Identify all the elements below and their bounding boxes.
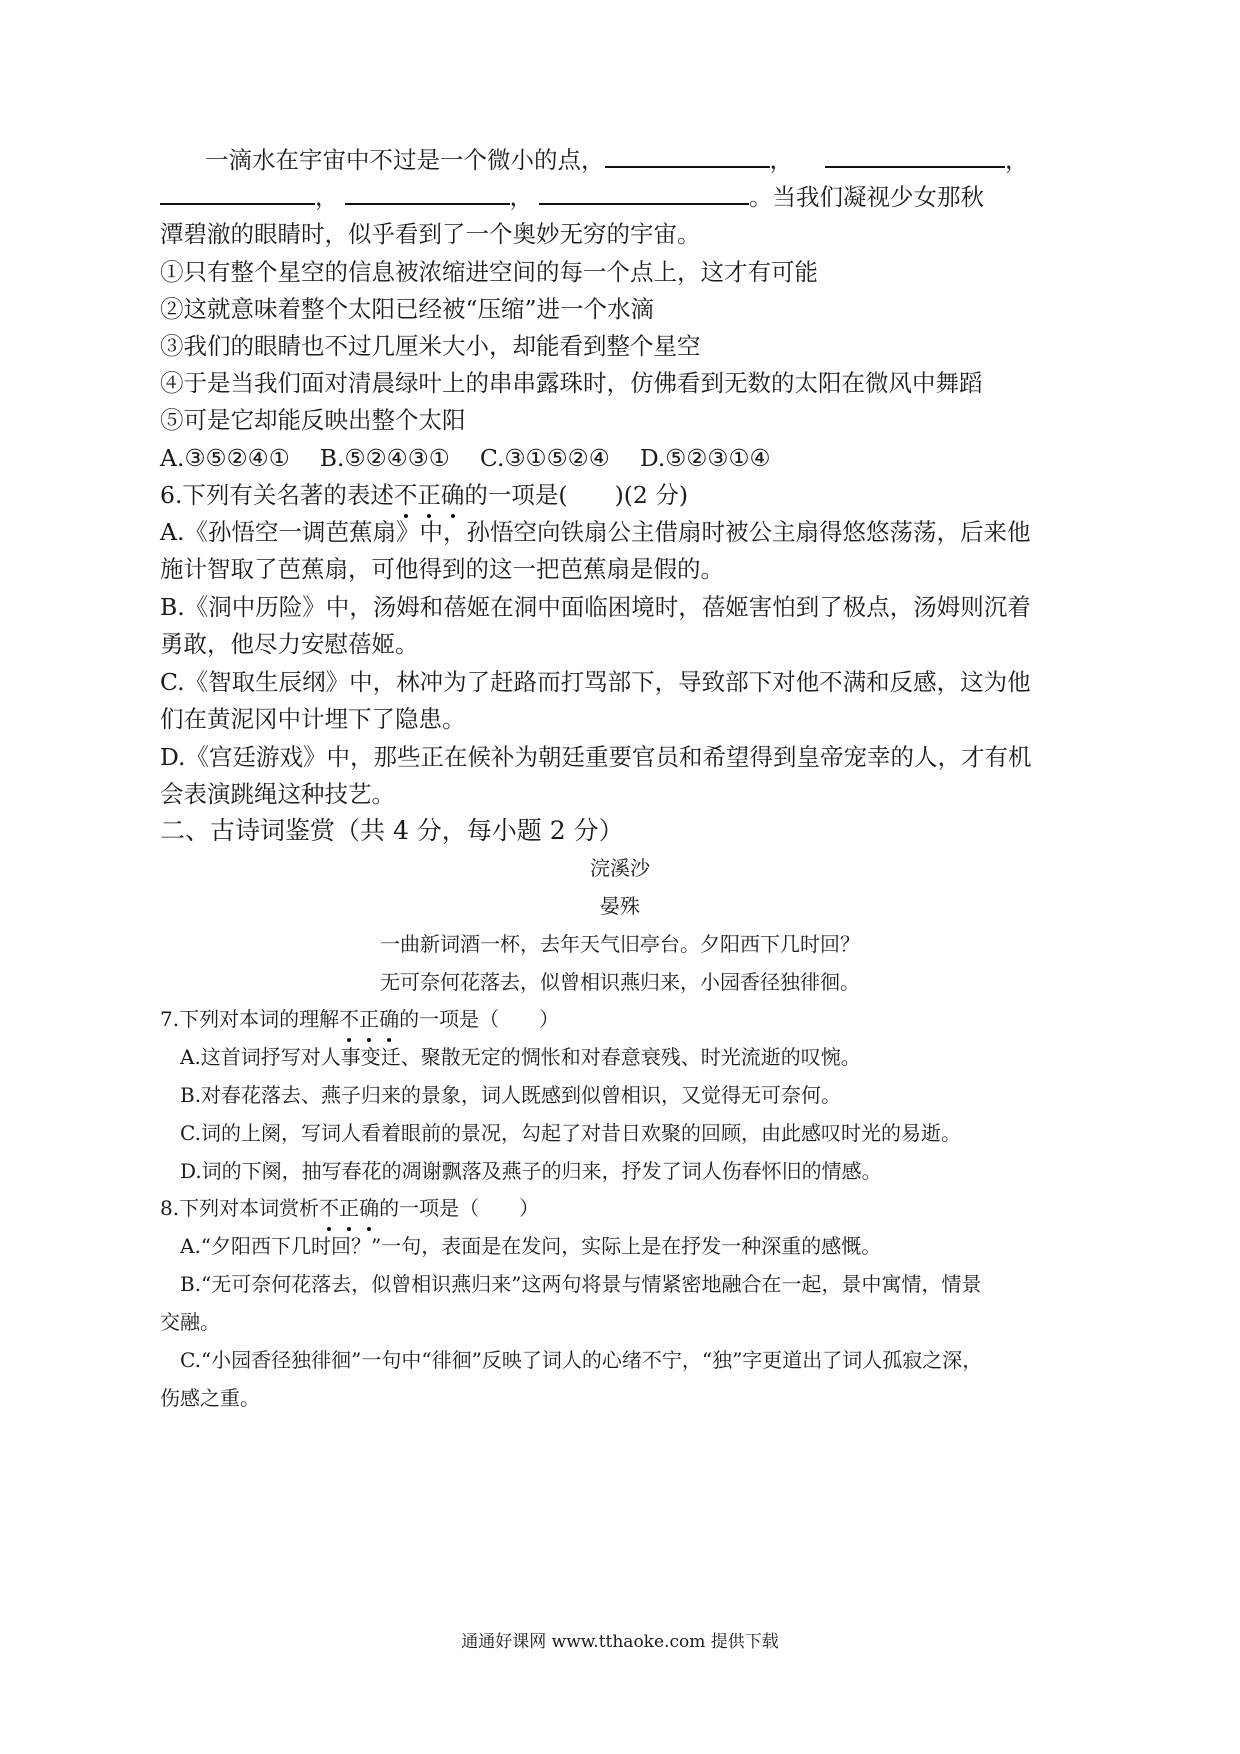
stem-text: 的一项是（ ）	[399, 1007, 560, 1031]
poem-author: 晏殊	[600, 894, 640, 918]
emphasis-char: 不	[339, 1003, 359, 1035]
question-6-line: 们在黄泥冈中计埋下了隐患。	[160, 705, 466, 733]
passage-line-2	[160, 181, 984, 213]
question-8-option-a[interactable]: A.“夕阳西下几时回？”一句，表面是在发问，实际上是在抒发一种深重的感慨。	[180, 1234, 882, 1258]
question-7-option-c[interactable]: C.词的上阕，写词人看着眼前的景况，勾起了对昔日欢聚的回顾，由此感叹时光的易逝。	[180, 1121, 961, 1145]
question-7-option-b[interactable]: B.对春花落去、燕子归来的景象，词人既感到似曾相识，又觉得无可奈何。	[180, 1083, 842, 1107]
question-7-stem	[160, 1003, 559, 1035]
emphasis-char: 不	[319, 1192, 339, 1224]
passage-line-1	[205, 144, 1029, 176]
poem-line: 无可奈何花落去，似曾相识燕归来，小园香径独徘徊。	[380, 970, 860, 994]
question-8-option-c[interactable]: C.“小园香径独徘徊”一句中“徘徊”反映了词人的心绪不宁，“独”字更道出了词人孤寂之深，	[180, 1348, 983, 1372]
question-6-line: C.《智取生辰纲》中，林冲为了赶路而打骂部下，导致部下对他不满和反感，这为他	[160, 668, 1031, 696]
question-6-line: A.《孙悟空一调芭蕉扇》中，孙悟空向铁扇公主借扇时被公主扇得悠悠荡荡，后来他	[160, 518, 1031, 546]
question-8-option-b[interactable]: B.“无可奈何花落去，似曾相识燕归来”这两句将景与情紧密地融合在一起，景中寓情，情景	[180, 1272, 982, 1296]
stem-text: 的一项是（ ）	[379, 1196, 540, 1220]
emphasis-char: 正	[359, 1003, 379, 1035]
stem-text: 6.下列有关名著的表述	[160, 481, 394, 509]
stem-text: 的一项是( )(2 分)	[464, 481, 689, 509]
question-8-line: 伤感之重。	[160, 1386, 260, 1410]
punct: ，	[315, 183, 339, 211]
poem-line: 一曲新词酒一杯，去年天气旧亭台。夕阳西下几时回？	[380, 932, 860, 956]
emphasis-char: 确	[379, 1003, 399, 1035]
question-6-stem	[160, 479, 688, 511]
punct: 。	[749, 183, 773, 211]
option-b[interactable]: B.⑤②④③①	[319, 444, 450, 472]
emphasis-char: 正	[339, 1192, 359, 1224]
question-6-line: 会表演跳绳这种技艺。	[160, 780, 395, 808]
passage-text: 当我们凝视少女那秋	[772, 183, 984, 211]
sentence-item: ②这就意味着整个太阳已经被“压缩”进一个水滴	[160, 295, 655, 323]
emphasis-char: 确	[359, 1192, 379, 1224]
sentence-item: ③我们的眼睛也不过几厘米大小，却能看到整个星空	[160, 332, 701, 360]
answer-blank-5[interactable]	[539, 181, 749, 205]
punct: ，	[1005, 146, 1029, 174]
stem-text: 7.下列对本词的理解	[160, 1007, 340, 1031]
answer-options	[160, 442, 771, 474]
question-7-option-a[interactable]: A.这首词抒写对人事变迁、聚散无定的惆怅和对春意衰残、时光流逝的叹惋。	[180, 1045, 861, 1069]
question-6-line: 勇敢，他尽力安慰蓓姬。	[160, 630, 419, 658]
stem-text: 8.下列对本词赏析	[160, 1196, 320, 1220]
answer-blank-1[interactable]	[605, 144, 770, 168]
page-footer: 通通好课网 www.tthaoke.com 提供下载	[461, 1632, 779, 1652]
option-a[interactable]: A.③⑤②④①	[160, 444, 290, 472]
sentence-item: ⑤可是它却能反映出整个太阳	[160, 406, 466, 434]
answer-blank-4[interactable]	[345, 181, 510, 205]
passage-line-3: 潭碧澈的眼睛时，似乎看到了一个奥妙无穷的宇宙。	[160, 220, 701, 248]
option-c[interactable]: C.③①⑤②④	[479, 444, 610, 472]
answer-blank-3[interactable]	[160, 181, 315, 205]
punct: ，	[769, 146, 793, 174]
emphasis-char: 正	[417, 481, 441, 509]
question-6-line: B.《洞中历险》中，汤姆和蓓姬在洞中面临困境时，蓓姬害怕到了极点，汤姆则沉着	[160, 593, 1031, 621]
emphasis-char: 不	[393, 481, 418, 509]
emphasis-char: 确	[440, 481, 465, 509]
punct: ，	[509, 183, 533, 211]
question-8-stem	[160, 1192, 539, 1224]
passage-text: 一滴水在宇宙中不过是一个微小的点，	[205, 146, 605, 174]
poem-title: 浣溪沙	[590, 856, 650, 880]
question-7-option-d[interactable]: D.词的下阕，抽写春花的凋谢飘落及燕子的归来，抒发了词人伤春怀旧的情感。	[180, 1159, 882, 1183]
question-6-line: 施计智取了芭蕉扇，可他得到的这一把芭蕉扇是假的。	[160, 555, 724, 583]
sentence-item: ④于是当我们面对清晨绿叶上的串串露珠时，仿佛看到无数的太阳在微风中舞蹈	[160, 369, 983, 397]
sentence-item: ①只有整个星空的信息被浓缩进空间的每一个点上，这才有可能	[160, 258, 818, 286]
option-d[interactable]: D.⑤②③①④	[639, 444, 771, 472]
question-6-line: D.《宫廷游戏》中，那些正在候补为朝廷重要官员和希望得到皇帝宠幸的人，才有机	[160, 743, 1032, 771]
section-heading: 二、古诗词鉴赏（共 4 分，每小题 2 分）	[160, 816, 624, 845]
answer-blank-2[interactable]	[825, 144, 1005, 168]
question-8-line: 交融。	[160, 1310, 220, 1334]
